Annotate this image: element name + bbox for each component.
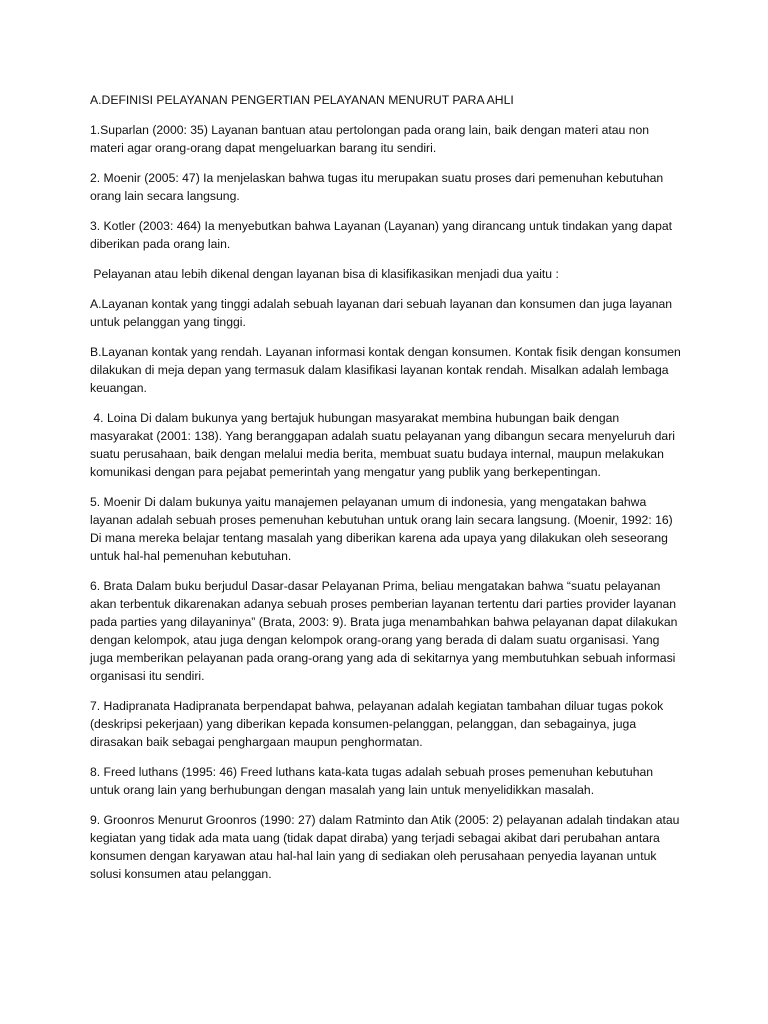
paragraph-kotler: 3. Kotler (2003: 464) Ia menyebutkan bahwa Layanan (Layanan) yang dirancang untuk tindakan yang dapat diberikan pada orang lain. [90, 219, 673, 251]
paragraph-hadipranata: 7. Hadipranata Hadipranata berpendapat bahwa, pelayanan adalah kegiatan tambahan diluar tugas pokok (deskripsi pekerjaan) yang diberikan kepada konsumen-pelanggan, pelanggan, dan sebagainya, juga dirasakan baik sebagai penghargaan maupun penghormatan. [90, 699, 664, 749]
paragraph-moenir-2005: 2. Moenir (2005: 47) Ia menjelaskan bahwa tugas itu merupakan suatu proses dari pemenuhan kebutuhan orang lain secara langsung. [90, 171, 664, 203]
paragraph-low-contact: B.Layanan kontak yang rendah. Layanan informasi kontak dengan konsumen. Kontak fisik dengan konsumen dilakukan di meja depan yang termasuk dalam klasifikasi layanan kontak rendah. Misalkan adalah lembaga keuangan. [90, 345, 681, 395]
paragraph-suparlan: 1.Suparlan (2000: 35) Layanan bantuan atau pertolongan pada orang lain, baik dengan materi atau non materi agar orang-orang dapat mengeluarkan barang itu sendiri. [90, 123, 650, 155]
paragraph-brata: 6. Brata Dalam buku berjudul Dasar-dasar Pelayanan Prima, beliau mengatakan bahwa “suatu pelayanan akan terbentuk dikarenakan adanya sebuah proses pemberian layanan tertentu dari parties provider layanan pada parties yang dilayaninya” (Brata, 2003: 9). Brata juga menambahkan bahwa pelayanan dapat dilakukan dengan kelompok, atau juga dengan kelompok orang-orang yang berada di dalam suatu organisasi. Yang juga memberikan pelayanan pada orang-orang yang ada di sekitarnya yang membutuhkan sebuah informasi organisasi itu sendiri. [90, 579, 678, 683]
paragraph-groonros: 9. Groonros Menurut Groonros (1990: 27) dalam Ratminto dan Atik (2005: 2) pelayanan adalah tindakan atau kegiatan yang tidak ada mata uang (tidak dapat diraba) yang terjadi sebagai akibat dari perubahan antara konsumen dengan karyawan atau hal-hal lain yang di sediakan oleh perusahaan penyedia layanan untuk solusi konsumen atau pelanggan. [90, 813, 680, 881]
document-body [90, 91, 684, 895]
paragraph-moenir-1992: 5. Moenir Di dalam bukunya yaitu manajemen pelayanan umum di indonesia, yang mengatakan bahwa layanan adalah sebuah proses pemenuhan kebutuhan untuk orang lain secara langsung. (Moenir, 1992: 16) Di mana mereka belajar tentang masalah yang diberikan karena ada upaya yang dilakukan oleh seseorang untuk hal-hal pemenuhan kebutuhan. [90, 495, 673, 563]
paragraph-freed-luthans: 8. Freed luthans (1995: 46) Freed luthans kata-kata tugas adalah sebuah proses pemenuhan kebutuhan untuk orang lain yang berhubungan dengan masalah yang lain untuk menyelidikkan masalah. [90, 765, 654, 797]
paragraph-classification-intro: Pelayanan atau lebih dikenal dengan layanan bisa di klasifikasikan menjadi dua yaitu : [90, 267, 559, 281]
document-heading: A.DEFINISI PELAYANAN PENGERTIAN PELAYANAN MENURUT PARA AHLI [90, 93, 514, 107]
paragraph-loina: 4. Loina Di dalam bukunya yang bertajuk hubungan masyarakat membina hubungan baik dengan masyarakat (2001: 138). Yang beranggapan adalah suatu pelayanan yang dibangun secara menyeluruh dari suatu perusahaan, baik dengan melalui media berita, membuat suatu budaya internal, maupun melakukan komunikasi dengan para pejabat pemerintah yang mengatur yang publik yang berkepentingan. [90, 411, 679, 479]
paragraph-high-contact: A.Layanan kontak yang tinggi adalah sebuah layanan dari sebuah layanan dan konsumen dan juga layanan untuk pelanggan yang tinggi. [90, 297, 673, 329]
